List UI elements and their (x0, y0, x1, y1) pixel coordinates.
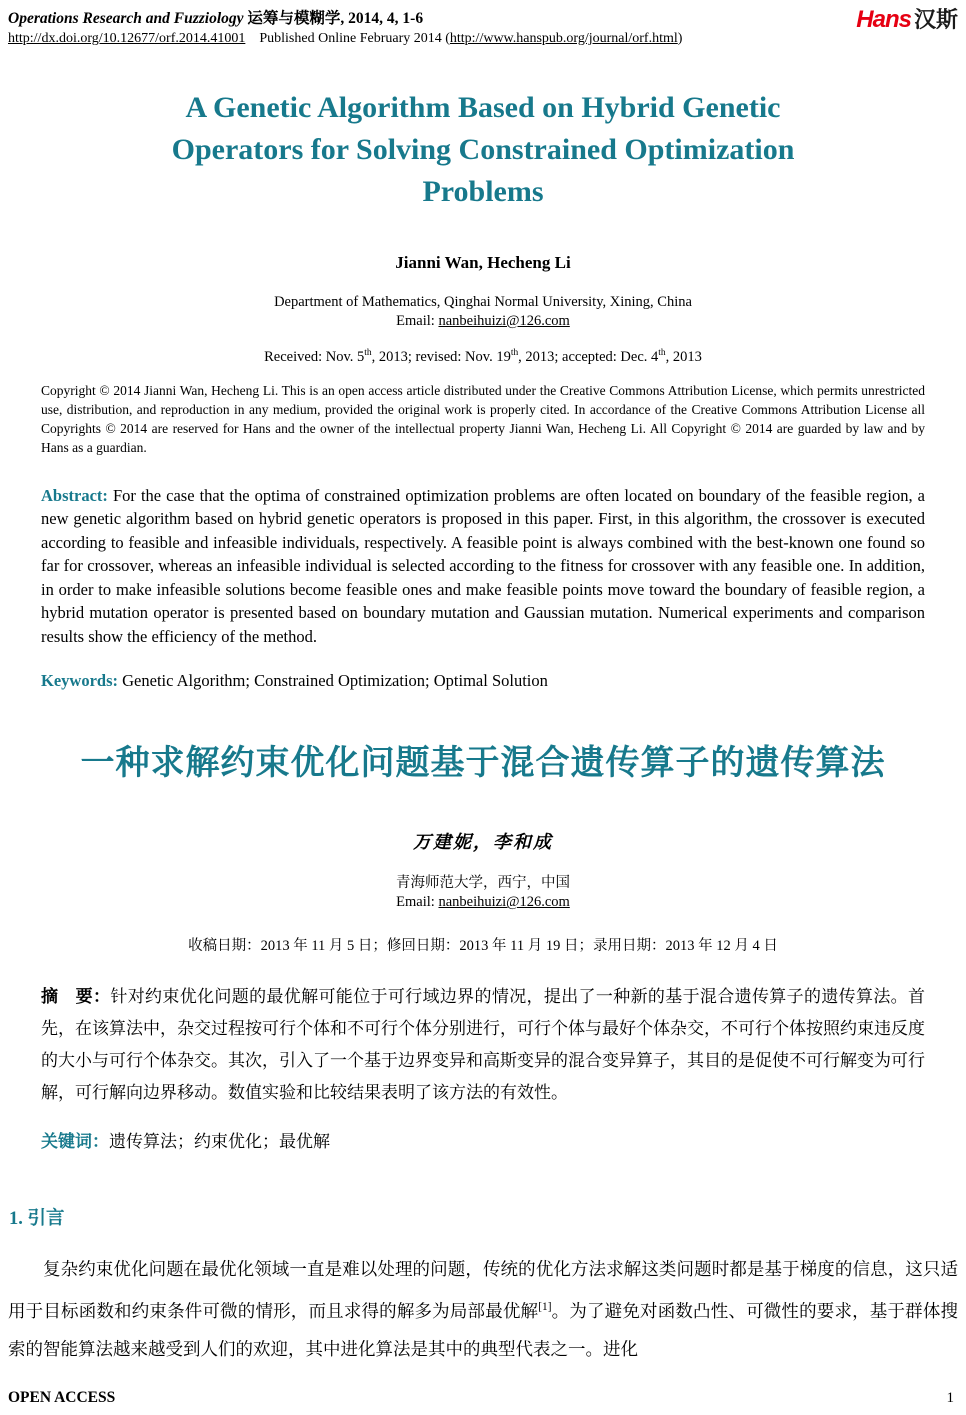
keywords-line-cn (41, 1127, 925, 1152)
keywords-text-en: Genetic Algorithm; Constrained Optimization; Optimal Solution (122, 671, 548, 691)
copyright-notice: Copyright © 2014 Jianni Wan, Hecheng Li. This is an open access article distributed under the Creative Commons Attribution License, which permits unrestricted use, distribution, and reproduction in any medium, provided the original work is properly cited. In accordance of the Creative Commons Attribution License all Copyrights © 2014 are reserved for Hans and the owner of the intellectual property Jianni Wan, Hecheng Li. All Copyright © 2014 are guarded by law and by Hans as a guardian. (41, 382, 925, 455)
authors-en: Jianni Wan, Hecheng Li (395, 253, 571, 272)
dates-line-cn: 收稿日期：2013 年 11 月 5 日；修回日期：2013 年 11 月 19 日；录用日期：2013 年 12 月 4 日 (188, 938, 778, 955)
affiliation-en: Department of Mathematics, Qinghai Normal University, Xining, China (274, 294, 692, 310)
introduction-text: 复杂约束优化问题在最优化领域一直是难以处理的问题，传统的优化方法求解这类问题时都是基于梯度的信息，这只适用于目标函数和约束条件可微的情形，而且求得的解多为局部最优解 (8, 1259, 958, 1322)
received-superscript: th (658, 348, 666, 358)
journal-title-line (8, 8, 682, 29)
keywords-line-en (41, 671, 925, 691)
abstract-label-en: Abstract: (41, 485, 108, 505)
abstract-paragraph-cn (41, 981, 925, 1109)
page-footer (8, 1389, 954, 1407)
introduction-text: 。为了避免对函数凸性、可微性的要求，基于群体搜索的智能算法越来越受到人们的欢迎，其中进化算法是其中的典型代表之一。进化 (8, 1301, 958, 1360)
email-label-cn: Email: (396, 894, 439, 911)
email-link-en[interactable]: nanbeihuizi@126.com (438, 313, 570, 329)
email-line-en (8, 312, 958, 331)
journal-header-left (8, 8, 682, 49)
received-line (8, 348, 958, 366)
introduction-paragraph (8, 1250, 958, 1368)
received-text: , 2013 (665, 348, 702, 365)
hans-logo-cn-text: 汉斯 (913, 7, 958, 32)
authors-cn: 万建妮，李和成 (413, 832, 553, 853)
abstract-text-en: For the case that the optima of constrained optimization problems are often located on boundary of the feasible region, a new genetic algorithm based on hybrid genetic operators is proposed in this paper. First, in this algorithm, the crossover is executed according to feasible and infeasible individuals, respectively. A feasible point is always combined with the best-known one found so far for crossover, whereas an infeasible individual is selected according to the fitness for crossover with any feasible one. In addition, in order to make infeasible solutions become feasible ones and make feasible points move toward the boundary of feasible region, a hybrid mutation operator is presented based on boundary mutation and Gaussian mutation. Numerical experiments and comparison results show the efficiency of the method. (41, 485, 926, 646)
citation-ref-1: [1] (538, 1301, 552, 1314)
keywords-text-cn: 遗传算法；约束优化；最优解 (109, 1132, 330, 1152)
journal-link-line (8, 29, 682, 49)
published-online-text: Published Online February 2014 ( (259, 31, 450, 46)
received-text: , 2013; revised: Nov. 19 (371, 348, 511, 365)
journal-header (8, 8, 958, 49)
page-number: 1 (946, 1390, 954, 1406)
affiliation-cn: 青海师范大学，西宁，中国 (396, 875, 570, 892)
received-superscript: th (510, 348, 519, 358)
published-close-paren: ) (677, 31, 683, 46)
article-title-en: A Genetic Algorithm Based on Hybrid Genetic Operators for Solving Constrained Optimization Problems (171, 91, 795, 208)
received-text: Received: Nov. 5 (264, 348, 365, 365)
email-label-en: Email: (396, 313, 439, 329)
journal-issue-info: 运筹与模糊学, 2014, 4, 1-6 (243, 10, 424, 27)
received-text: , 2013; accepted: Dec. 4 (518, 348, 659, 365)
abstract-label-cn: 摘 要： (41, 987, 111, 1007)
doi-link[interactable]: http://dx.doi.org/10.12677/orf.2014.41001 (8, 31, 246, 46)
open-access-label: OPEN ACCESS (8, 1389, 116, 1406)
hans-logo-wordmark: Hans (856, 6, 911, 33)
keywords-label-en: Keywords: (41, 671, 118, 691)
abstract-paragraph-en (41, 484, 925, 649)
email-line-cn (8, 893, 958, 912)
article-title-cn: 一种求解约束优化问题基于混合遗传算子的遗传算法 (80, 745, 886, 783)
email-link-cn[interactable]: nanbeihuizi@126.com (438, 894, 570, 911)
section-1-heading: 1. 引言 (9, 1209, 65, 1230)
abstract-text-cn: 针对约束优化问题的最优解可能位于可行域边界的情况，提出了一种新的基于混合遗传算子的遗传算法。首先，在该算法中，杂交过程按可行个体和不可行个体分别进行，可行个体与最好个体杂交，不可行个体按照约束违反度的大小与可行个体杂交。其次，引入了一个基于边界变异和高斯变异的混合变异算子，其目的是促使不可行解变为可行解，可行解向边界移动。数值实验和比较结果表明了该方法的有效性。 (41, 987, 926, 1103)
hans-logo (856, 8, 958, 35)
received-superscript: th (364, 348, 372, 358)
journal-homepage-link[interactable]: http://www.hanspub.org/journal/orf.html (449, 31, 678, 46)
journal-name: Operations Research and Fuzziology (8, 10, 244, 27)
keywords-label-cn: 关键词： (41, 1132, 109, 1152)
